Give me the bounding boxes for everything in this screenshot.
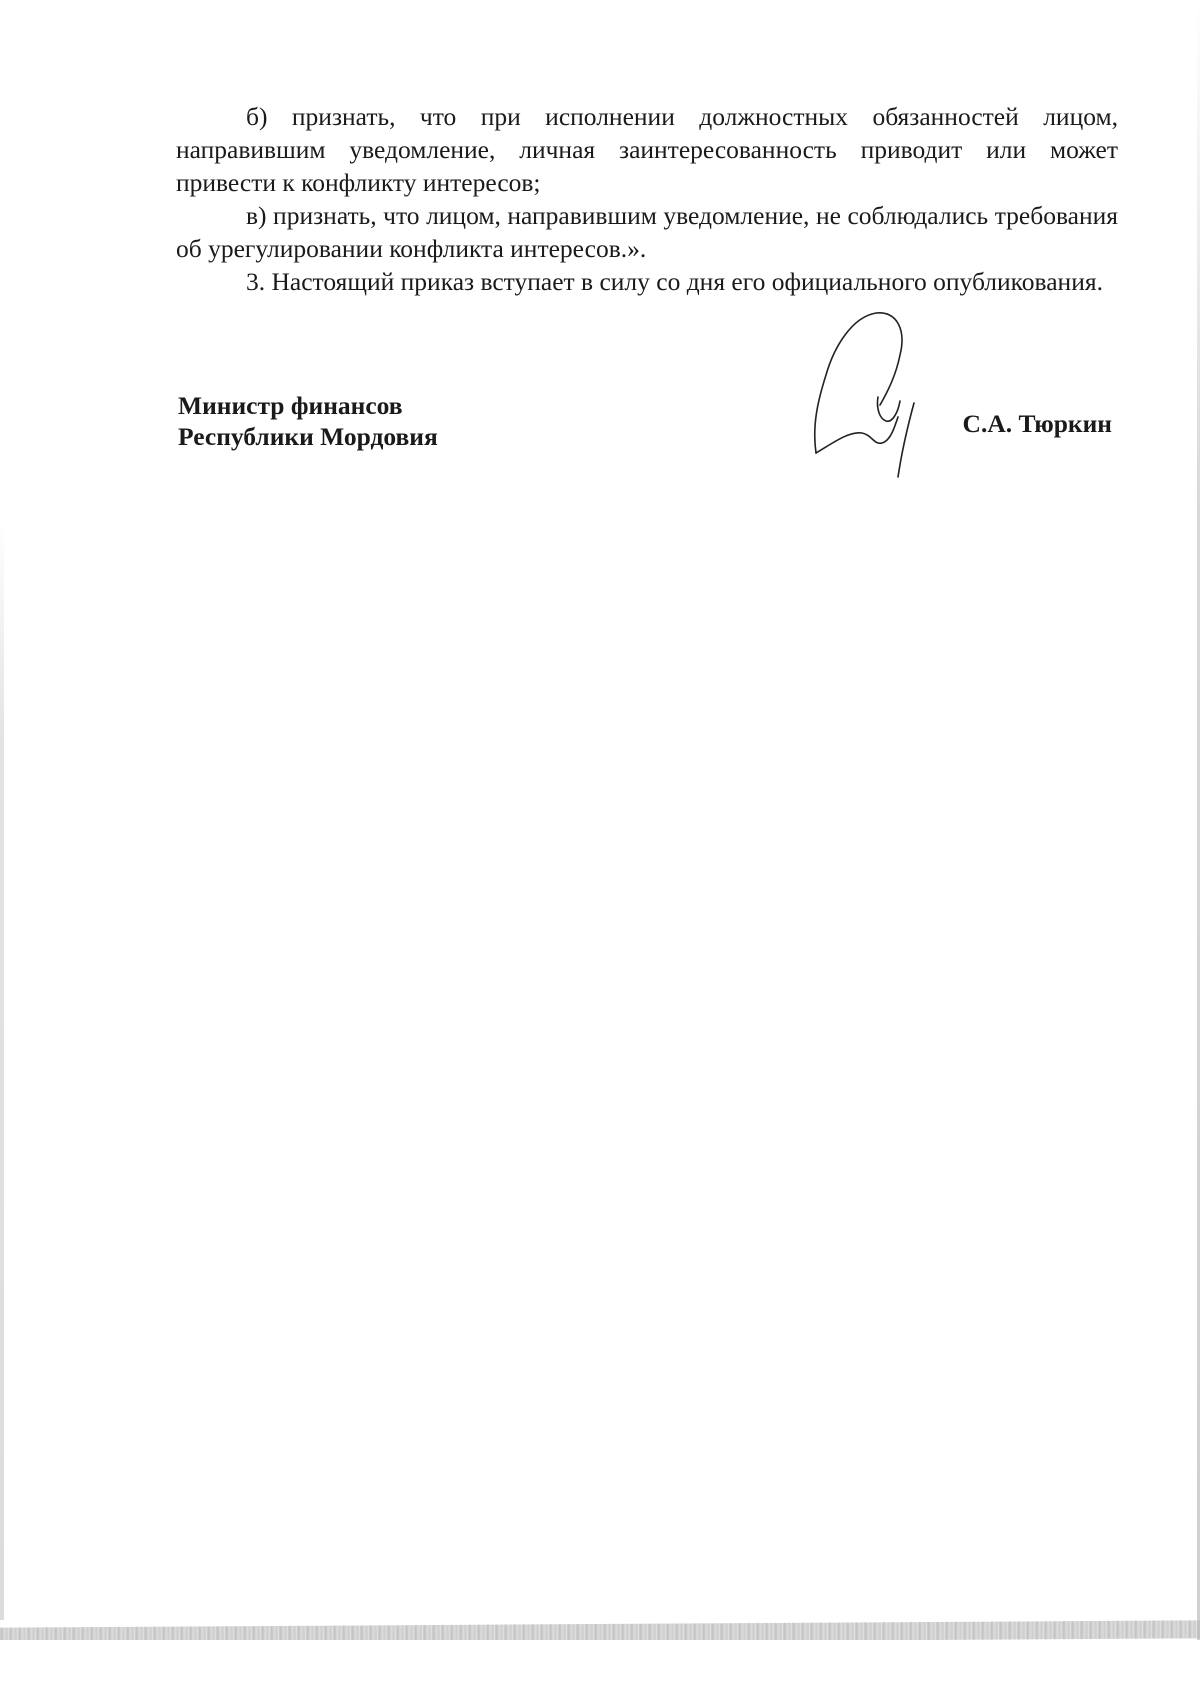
paragraph-v: в) признать, что лицом, направившим уведомление, не соблюдались требования об урегулировании конфликта интересов.». <box>176 201 1118 263</box>
signer-name: С.А. Тюркин <box>962 409 1112 438</box>
signature-block <box>178 390 1118 500</box>
signature-stroke-hook <box>877 397 900 421</box>
document-body <box>176 100 1118 298</box>
scan-edge-left <box>0 520 4 1620</box>
handwritten-signature <box>810 305 940 485</box>
signature-stroke-loop <box>816 417 898 453</box>
signature-stroke-main <box>815 313 902 453</box>
signer-position-line2: Республики Мордовия <box>178 422 438 451</box>
signer-position <box>178 390 438 452</box>
signer-position-line1: Министр финансов <box>178 391 403 420</box>
scan-bottom-margin <box>0 1640 1200 1697</box>
paragraph-3: 3. Настоящий приказ вступает в силу со дня его официального опубликования. <box>246 267 1103 296</box>
signature-stroke-tail <box>898 403 914 477</box>
paragraph-b: б) признать, что при исполнении должностных обязанностей лицом, направившим уведомление, личная заинтересованность приводит или может привести к конфликту интересов; <box>176 102 1118 197</box>
